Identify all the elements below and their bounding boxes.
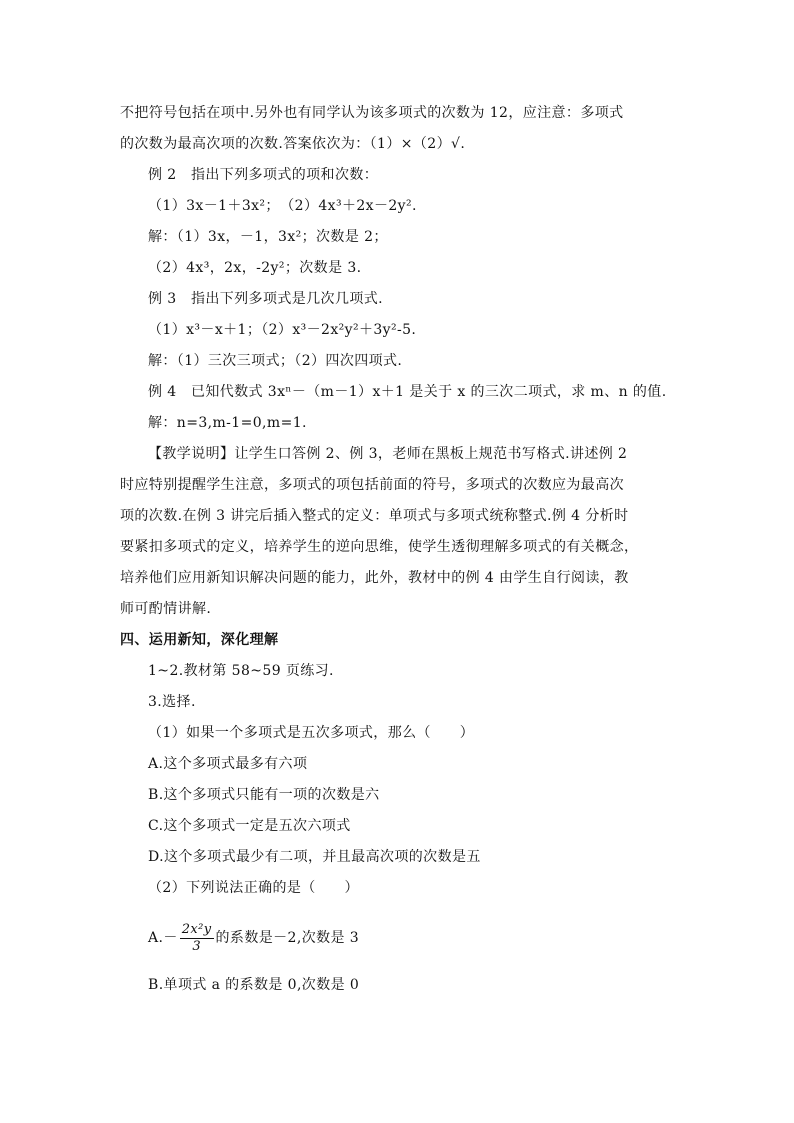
option-b: B.这个多项式只能有一项的次数是六 — [148, 787, 380, 803]
example-3-solution: 解：（1）三次三项式；（2）四次四项式. — [148, 353, 403, 369]
teaching-note-line: 师可酌情讲解. — [120, 601, 212, 617]
question-1: （1）如果一个多项式是五次多项式，那么（ ） — [148, 725, 475, 741]
example-2-solution-1: 解：（1）3x，－1，3x²；次数是 2； — [148, 229, 388, 245]
example-4-solution: 解：n=3,m-1=0,m=1. — [148, 415, 307, 431]
option-d: D.这个多项式最少有二项，并且最高次项的次数是五 — [148, 849, 481, 865]
fraction — [180, 922, 214, 955]
option-a-prefix: A.－ — [148, 930, 178, 946]
option-c: C.这个多项式一定是五次六项式 — [148, 818, 351, 834]
teaching-note-line: 项的次数.在例 3 讲完后插入整式的定义：单项式与多项式统称整式.例 4 分析时 — [120, 508, 629, 524]
exercise-item: 1~2.教材第 58~59 页练习. — [148, 663, 334, 679]
fraction-numerator: 2x²y — [181, 921, 212, 937]
fraction-denominator: 3 — [192, 938, 201, 954]
option-a: A.这个多项式最多有六项 — [148, 756, 308, 772]
question-2-option-a — [148, 920, 359, 956]
teaching-note-line: 【教学说明】让学生口答例 2、例 3，老师在黑板上规范书写格式.讲述例 2 — [148, 446, 628, 462]
question-2: （2）下列说法正确的是（ ） — [148, 880, 359, 896]
teaching-note-line: 时应特别提醒学生注意，多项式的项包括前面的符号，多项式的次数应为最高次 — [120, 477, 624, 493]
teaching-note-line: 培养他们应用新知识解决问题的能力，此外，教材中的例 4 由学生自行阅读，教 — [120, 570, 629, 586]
example-4-heading: 例 4 已知代数式 3xⁿ－（m－1）x＋1 是关于 x 的三次二项式，求 m、n 的值. — [148, 384, 667, 400]
example-2-heading: 例 2 指出下列多项式的项和次数： — [148, 167, 379, 183]
question-2-option-b: B.单项式 a 的系数是 0,次数是 0 — [148, 977, 360, 993]
example-2-solution-2: （2）4x³，2x，-2y²；次数是 3. — [148, 260, 362, 276]
exercise-item: 3.选择. — [148, 694, 196, 710]
example-3-problems: （1）x³－x＋1；（2）x³－2x²y²＋3y²-5. — [148, 322, 417, 338]
example-2-problems: （1）3x－1＋3x²； （2）4x³＋2x－2y². — [148, 198, 417, 214]
teaching-note-line: 要紧扣多项式的定义，培养学生的逆向思维，使学生透彻理解多项式的有关概念， — [120, 539, 639, 555]
example-3-heading: 例 3 指出下列多项式是几次几项式. — [148, 291, 384, 307]
paragraph-line: 的次数为最高次项的次数.答案依次为：（1）×（2）√. — [120, 136, 466, 152]
paragraph-line: 不把符号包括在项中.另外也有同学认为该多项式的次数为 12，应注意：多项式 — [120, 105, 624, 121]
section-heading: 四、运用新知，深化理解 — [120, 632, 279, 648]
option-a-suffix: 的系数是－2,次数是 3 — [215, 930, 360, 946]
